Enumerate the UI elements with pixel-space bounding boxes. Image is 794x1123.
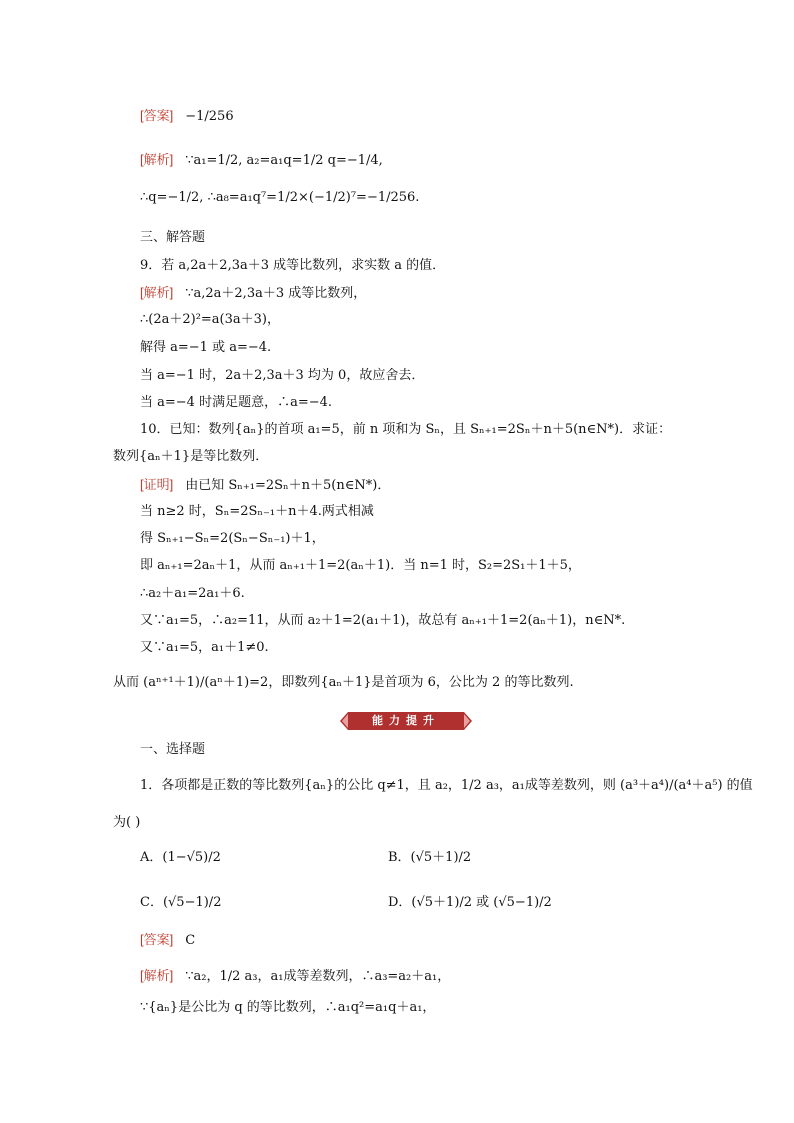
answer-line-8: [答案] −1/256 xyxy=(140,108,234,124)
option-b: B．(√5＋1)/2 xyxy=(388,850,472,865)
option-d: D．(√5＋1)/2 或 (√5−1)/2 xyxy=(388,895,552,910)
analysis-1-line2: ∵{aₙ}是公比为 q 的等比数列，∴a₁q²=a₁q＋a₁， xyxy=(140,1000,436,1015)
analysis-line-8b: ∴q=−1/2, ∴a₈=a₁q⁷=1/2×(−1/2)⁷=−1/256. xyxy=(140,190,420,205)
option-c: C．(√5−1)/2 xyxy=(140,895,222,910)
proof-10-line8: 从而 (aⁿ⁺¹＋1)/(aⁿ＋1)=2，即数列{aₙ＋1}是首项为 6，公比为 2 的等比数列. xyxy=(113,675,574,690)
ability-banner xyxy=(340,712,472,730)
option-a: A．(1−√5)/2 xyxy=(140,850,221,865)
proof-10-line7: 又∵a₁=5，a₁＋1≠0. xyxy=(140,640,269,655)
label-tag: [解析] xyxy=(140,285,174,300)
proof-10-line4: 即 aₙ₊₁=2aₙ＋1，从而 aₙ₊₁＋1=2(aₙ＋1)．当 n=1 时，S₂=2S₁＋1＋5， xyxy=(140,558,581,573)
banner-label: 能力提升 xyxy=(372,714,440,727)
analysis-9-line2: ∴(2a＋2)²=a(3a＋3)， xyxy=(140,312,280,327)
question-10-line1: 10．已知：数列{aₙ}的首项 a₁=5，前 n 项和为 Sₙ，且 Sₙ₊₁=2Sₙ＋n＋5(n∈N*)．求证： xyxy=(140,422,672,437)
label-tag: [答案] xyxy=(140,932,174,947)
analysis-9-line5: 当 a=−4 时满足题意，∴a=−4. xyxy=(140,395,333,410)
proof-10-line6: 又∵a₁=5，∴a₂=11，从而 a₂＋1=2(a₁＋1)，故总有 aₙ₊₁＋1=2(aₙ＋1)，n∈N*. xyxy=(140,613,626,628)
section-heading-choice: 一、选择题 xyxy=(140,742,206,757)
proof-10-line3: 得 Sₙ₊₁−Sₙ=2(Sₙ−Sₙ₋₁)＋1， xyxy=(140,531,325,546)
question-1-line2: 为( ) xyxy=(113,815,141,830)
analysis-9-line1: [解析] ∵a,2a＋2,3a＋3 成等比数列， xyxy=(140,285,367,301)
analysis-9-line3: 解得 a=−1 或 a=−4. xyxy=(140,340,272,355)
analysis-line-8a: [解析] ∵a₁=1/2, a₂=a₁q=1/2 q=−1/4, xyxy=(140,152,383,168)
label-tag: [证明] xyxy=(140,477,174,492)
section-heading-solve: 三、解答题 xyxy=(140,230,206,245)
question-9: 9．若 a,2a＋2,3a＋3 成等比数列，求实数 a 的值． xyxy=(140,258,446,273)
proof-10-line1: [证明] 由已知 Sₙ₊₁=2Sₙ＋n＋5(n∈N*)． xyxy=(140,477,391,493)
proof-10-line5: ∴a₂＋a₁=2a₁＋6. xyxy=(140,586,245,601)
question-10-line2: 数列{aₙ＋1}是等比数列． xyxy=(113,449,269,464)
analysis-1-line1: [解析] ∵a₂，1/2 a₃，a₁成等差数列，∴a₃=a₂＋a₁， xyxy=(140,968,451,984)
question-1-line1: 1．各项都是正数的等比数列{aₙ}的公比 q≠1，且 a₂，1/2 a₃，a₁成等差数列，则 (a³＋a⁴)/(a⁴＋a⁵) 的值 xyxy=(140,778,753,793)
label-tag: [答案] xyxy=(140,108,174,123)
answer-1: [答案] C xyxy=(140,932,196,948)
label-tag: [解析] xyxy=(140,152,174,167)
label-tag: [解析] xyxy=(140,968,174,983)
proof-10-line2: 当 n≥2 时，Sₙ=2Sₙ₋₁＋n＋4.两式相减 xyxy=(140,504,374,519)
analysis-9-line4: 当 a=−1 时，2a＋2,3a＋3 均为 0，故应舍去． xyxy=(140,368,425,383)
